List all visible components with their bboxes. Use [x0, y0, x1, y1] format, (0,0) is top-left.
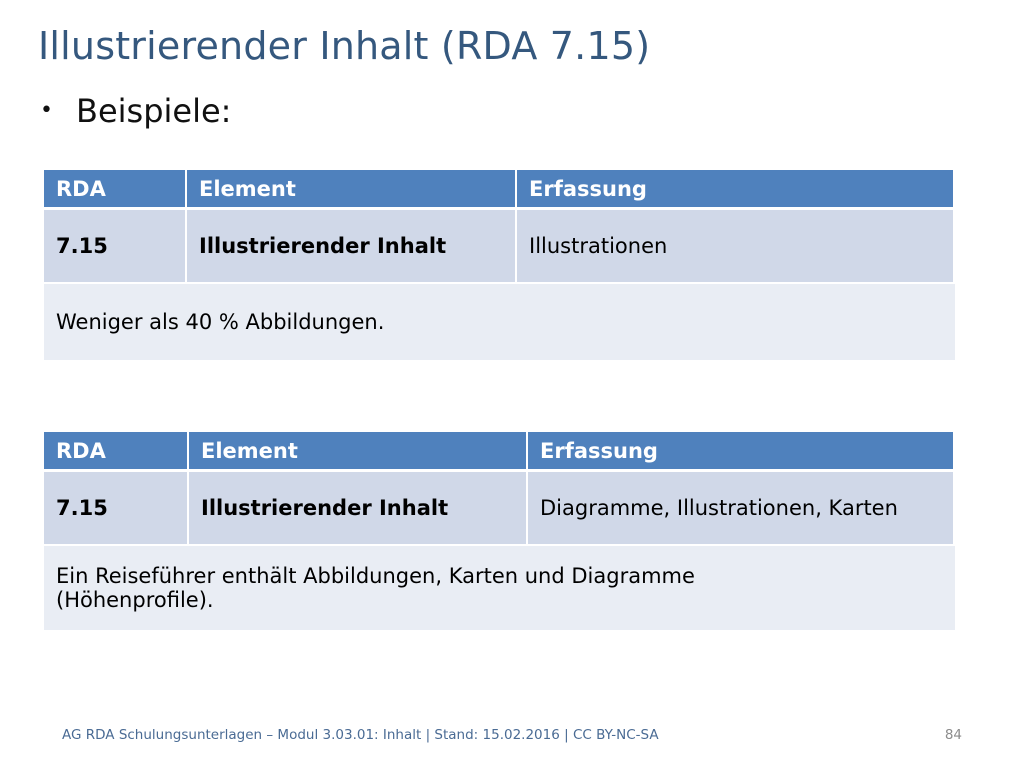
page-number: 84 [944, 727, 962, 743]
cell-note: Ein Reiseführer enthält Abbildungen, Karten und Diagramme (Höhenprofile). [44, 546, 955, 630]
header-cell-element: Element [189, 432, 528, 472]
table-header-row [44, 432, 955, 472]
cell-rda-number: 7.15 [44, 472, 189, 546]
header-cell-element: Element [187, 170, 517, 210]
slide-title: Illustrierender Inhalt (RDA 7.15) [38, 24, 651, 68]
example-table-2 [44, 432, 955, 630]
example-table-1 [44, 170, 955, 360]
cell-erfassung: Illustrationen [517, 210, 955, 284]
bullet-item [40, 92, 231, 130]
cell-element: Illustrierender Inhalt [187, 210, 517, 284]
cell-erfassung: Diagramme, Illustrationen, Karten [528, 472, 955, 546]
table-row [44, 210, 955, 284]
table-row [44, 472, 955, 546]
bullet-text: Beispiele: [76, 92, 232, 130]
header-cell-erfassung: Erfassung [517, 170, 955, 210]
table-header-row [44, 170, 955, 210]
header-cell-erfassung: Erfassung [528, 432, 955, 472]
bullet-icon: • [40, 98, 53, 123]
cell-note: Weniger als 40 % Abbildungen. [44, 284, 955, 360]
cell-element: Illustrierender Inhalt [189, 472, 528, 546]
footer-text: AG RDA Schulungsunterlagen – Modul 3.03.01: Inhalt | Stand: 15.02.2016 | CC BY-NC-SA [62, 727, 659, 743]
table-note-row [44, 546, 955, 630]
header-cell-rda: RDA [44, 170, 187, 210]
cell-rda-number: 7.15 [44, 210, 187, 284]
header-cell-rda: RDA [44, 432, 189, 472]
table-note-row [44, 284, 955, 360]
